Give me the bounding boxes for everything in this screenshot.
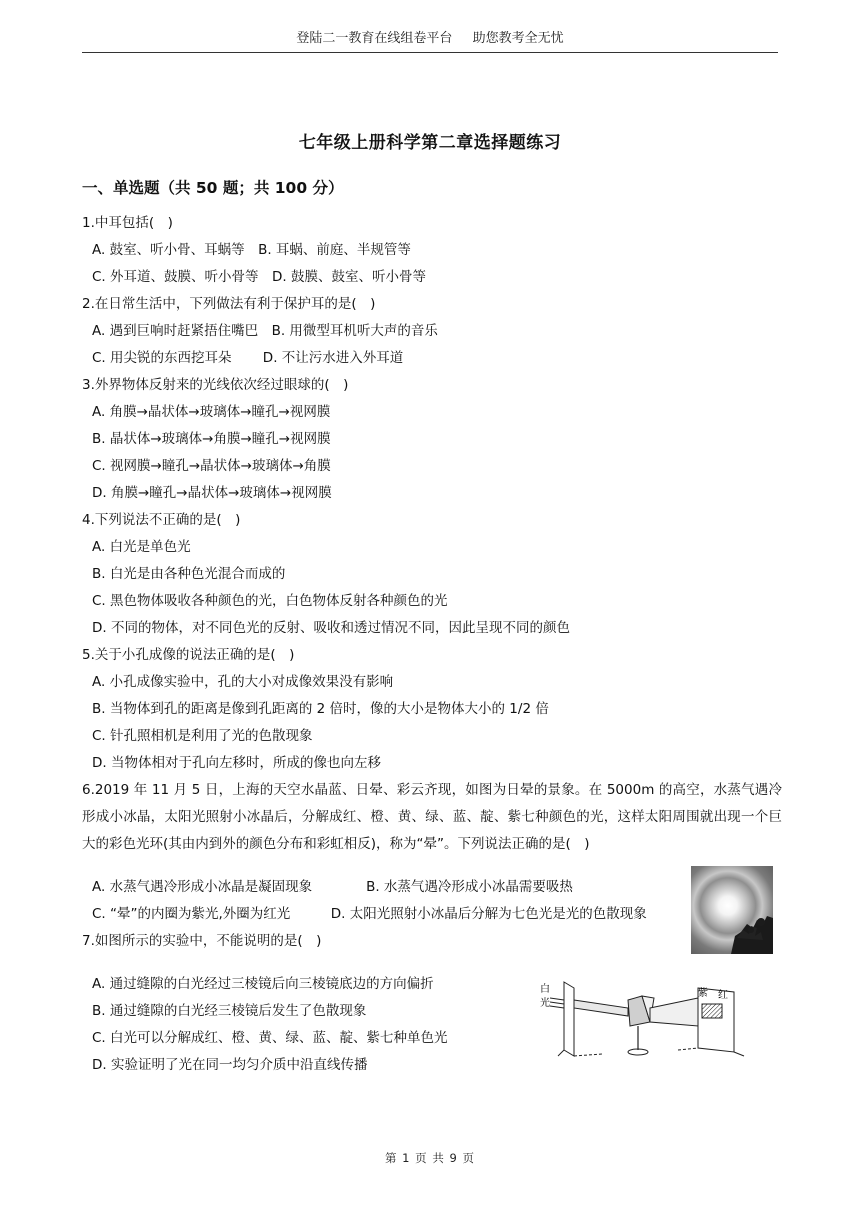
fig-label-light: 光 — [540, 998, 550, 1009]
option-line: A. 白光是单色光 — [92, 539, 191, 555]
option-line: C. “晕”的内圈为紫光,外圈为红光 D. 太阳光照射小冰晶后分解为七色光是光的色散现象 — [92, 906, 647, 922]
question-stem: 3.外界物体反射来的光线依次经过眼球的( ) — [82, 377, 349, 393]
question-stem: 2.在日常生活中，下列做法有利于保护耳的是( ) — [82, 296, 376, 312]
option-line: B. 晶状体→玻璃体→角膜→瞳孔→视网膜 — [92, 431, 331, 447]
option-line: B. 当物体到孔的距离是像到孔距离的 2 倍时，像的大小是物体大小的 1/2 倍 — [92, 701, 549, 717]
header-site: 登陆二一教育在线组卷平台 — [296, 31, 453, 46]
option-line: A. 水蒸气遇冷形成小冰晶是凝固现象 B. 水蒸气遇冷形成小冰晶需要吸热 — [92, 879, 573, 895]
question-stem: 6.2019 年 11 月 5 日，上海的天空水晶蓝、日晕、彩云齐现，如图为日晕的景象。在 5000m 的高空，水蒸气遇冷形成小冰晶，太阳光照射小冰晶后，分解成红、橙、黄、绿、蓝、靛、紫七种颜色的光，这样太阳周围就出现一个巨大的彩色光环(其由内到外的颜色分布和彩虹相反)，称为“晕”。下列说法正确的是( ) — [82, 782, 782, 852]
option-line: D. 不同的物体，对不同色光的反射、吸收和透过情况不同，因此呈现不同的颜色 — [92, 620, 570, 636]
header-slogan: 助您教考全无忧 — [472, 31, 564, 46]
option-line: A. 小孔成像实验中，孔的大小对成像效果没有影响 — [92, 674, 394, 690]
option-line: C. 黑色物体吸收各种颜色的光，白色物体反射各种颜色的光 — [92, 593, 448, 609]
option-line: C. 外耳道、鼓膜、听小骨等 D. 鼓膜、鼓室、听小骨等 — [92, 269, 426, 285]
option-line: C. 视网膜→瞳孔→晶状体→玻璃体→角膜 — [92, 458, 331, 474]
option-line: A. 遇到巨响时赶紧捂住嘴巴 B. 用微型耳机听大声的音乐 — [92, 323, 438, 339]
question-stem: 5.关于小孔成像的说法正确的是( ) — [82, 647, 295, 663]
page-title: 七年级上册科学第二章选择题练习 — [298, 133, 562, 153]
fig-label-red: 红 — [718, 990, 728, 1001]
option-line: C. 白光可以分解成红、橙、黄、绿、蓝、靛、紫七种单色光 — [92, 1030, 448, 1046]
fig-label-purple: 紫 — [698, 988, 708, 999]
option-line: C. 针孔照相机是利用了光的色散现象 — [92, 728, 313, 744]
question-stem: 7.如图所示的实验中，不能说明的是( ) — [82, 933, 322, 949]
option-line: A. 角膜→晶状体→玻璃体→瞳孔→视网膜 — [92, 404, 331, 420]
option-line: D. 当物体相对于孔向左移时，所成的像也向左移 — [92, 755, 381, 771]
section-heading: 一、单选题（共 50 题；共 100 分） — [82, 179, 344, 197]
question-stem: 1.中耳包括( ) — [82, 215, 173, 231]
option-line: D. 角膜→瞳孔→晶状体→玻璃体→视网膜 — [92, 485, 332, 501]
option-line: A. 通过缝隙的白光经过三棱镜后向三棱镜底边的方向偏折 — [92, 976, 434, 992]
prism-dispersion-figure — [538, 978, 748, 1062]
sun-halo-image — [691, 866, 773, 954]
option-line: B. 白光是由各种色光混合而成的 — [92, 566, 286, 582]
option-line: A. 鼓室、听小骨、耳蜗等 B. 耳蜗、前庭、半规管等 — [92, 242, 411, 258]
option-line: B. 通过缝隙的白光经三棱镜后发生了色散现象 — [92, 1003, 367, 1019]
question-stem: 4.下列说法不正确的是( ) — [82, 512, 241, 528]
page-footer: 第 1 页 共 9 页 — [385, 1151, 475, 1165]
question-list — [82, 210, 782, 1079]
page-header — [82, 28, 778, 53]
option-line: C. 用尖锐的东西挖耳朵 D. 不让污水进入外耳道 — [92, 350, 404, 366]
option-line: D. 实验证明了光在同一均匀介质中沿直线传播 — [92, 1057, 368, 1073]
fig-label-white: 白 — [540, 984, 550, 995]
